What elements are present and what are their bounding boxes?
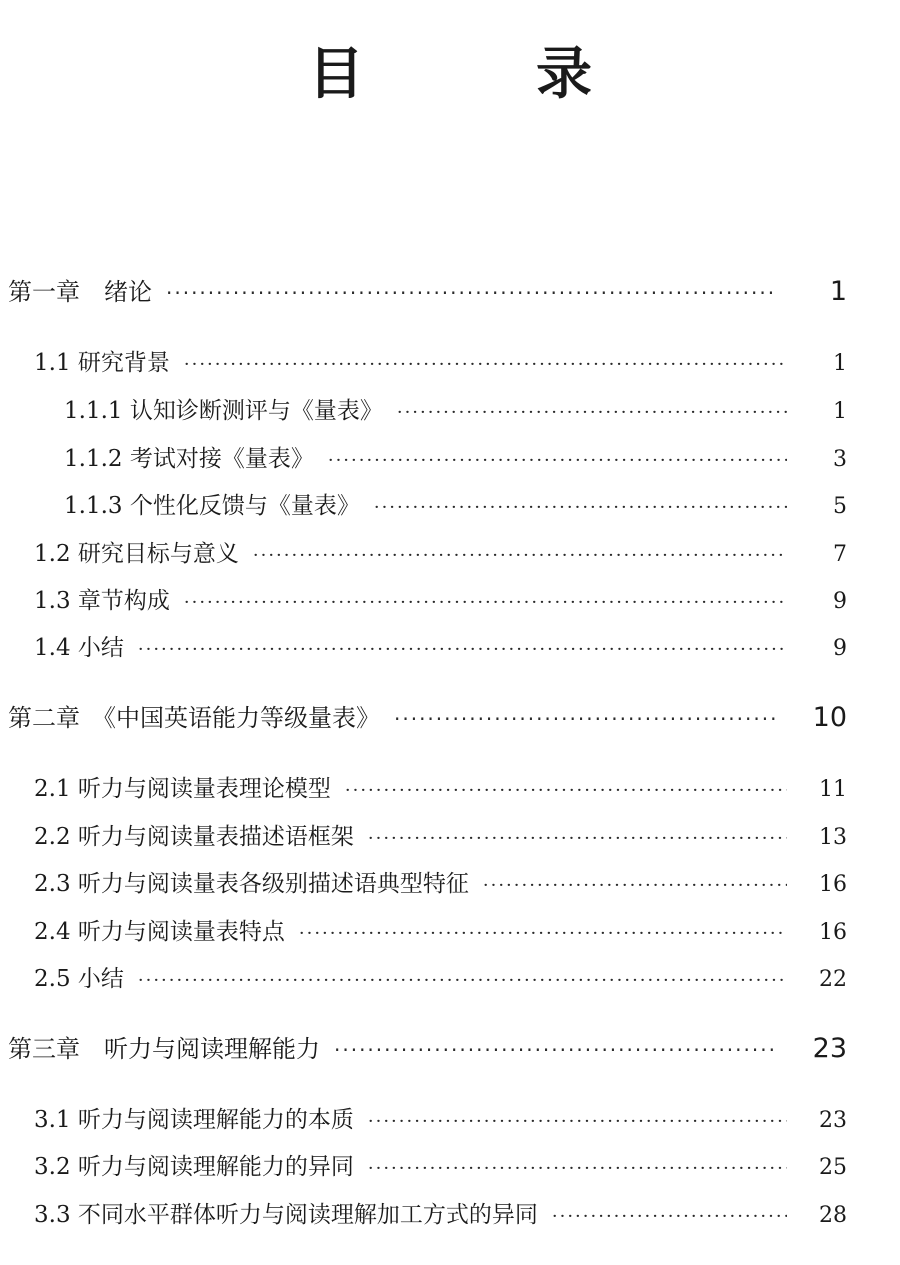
toc-page-number: 9 <box>833 636 847 661</box>
toc-page-number: 9 <box>833 589 847 614</box>
dot-leader <box>328 450 787 471</box>
toc-entry-label: 3.3 不同水平群体听力与阅读理解加工方式的异同 <box>34 1202 538 1228</box>
dot-leader <box>394 707 777 731</box>
toc-entry-label: 2.2 听力与阅读量表描述语框架 <box>34 824 354 850</box>
toc-page-number: 5 <box>833 494 847 519</box>
toc-entry-label: 1.1.1 认知诊断测评与《量表》 <box>64 398 383 424</box>
toc-entry-label: 1.1 研究背景 <box>34 350 170 376</box>
toc-entry-chapter-1[interactable] <box>8 272 847 307</box>
toc-entry-label: 2.3 听力与阅读量表各级别描述语典型特征 <box>34 871 469 897</box>
toc-entry-label: 1.4 小结 <box>34 635 124 661</box>
toc-entry-label: 3.2 听力与阅读理解能力的异同 <box>34 1154 354 1180</box>
toc-entry-label: 第二章 《中国英语能力等级量表》 <box>8 704 380 732</box>
toc-page-number: 3 <box>833 447 847 472</box>
dot-leader <box>368 1158 787 1179</box>
dot-leader <box>138 970 787 991</box>
toc-entry-label: 3.1 听力与阅读理解能力的本质 <box>34 1107 354 1133</box>
toc-page-number: 10 <box>812 702 847 733</box>
dot-leader <box>299 923 787 944</box>
toc-entry-label: 第一章 绪论 <box>8 278 152 306</box>
toc-entry-subsection-1-1-1[interactable] <box>64 392 847 425</box>
toc-entry-label: 第三章 听力与阅读理解能力 <box>8 1035 320 1063</box>
toc-entry-label: 2.4 听力与阅读量表特点 <box>34 919 285 945</box>
toc-page-number: 11 <box>819 777 847 802</box>
toc-entry-section-2-4[interactable] <box>34 913 847 946</box>
toc-page-number: 22 <box>819 967 847 992</box>
toc-page-number: 16 <box>819 872 847 897</box>
dot-leader <box>253 545 787 566</box>
toc-entry-subsection-1-1-2[interactable] <box>64 440 847 473</box>
toc-entry-section-3-2[interactable] <box>34 1148 847 1181</box>
toc-entry-section-2-3[interactable] <box>34 865 847 898</box>
dot-leader <box>368 828 787 849</box>
dot-leader <box>184 592 787 613</box>
toc-entry-section-2-2[interactable] <box>34 818 847 851</box>
toc-page-number: 1 <box>833 399 847 424</box>
page-title: 目 录 <box>308 41 650 107</box>
toc-page-number: 1 <box>833 351 847 376</box>
toc-entry-label: 1.2 研究目标与意义 <box>34 541 239 567</box>
toc-entry-chapter-3[interactable] <box>8 1029 847 1064</box>
dot-leader <box>374 497 787 518</box>
toc-page-number: 25 <box>819 1155 847 1180</box>
toc-entry-section-1-3[interactable] <box>34 582 847 615</box>
dot-leader <box>483 875 787 896</box>
dot-leader <box>334 1038 777 1062</box>
dot-leader <box>552 1206 787 1227</box>
toc-page-number: 1 <box>829 276 847 307</box>
toc-entry-section-2-5[interactable] <box>34 960 847 993</box>
dot-leader <box>397 402 787 423</box>
toc-entry-section-3-1[interactable] <box>34 1101 847 1134</box>
toc-entry-label: 1.1.3 个性化反馈与《量表》 <box>64 493 360 519</box>
dot-leader <box>184 354 787 375</box>
toc-entry-label: 2.1 听力与阅读量表理论模型 <box>34 776 331 802</box>
toc-entry-section-1-1[interactable] <box>34 344 847 377</box>
toc-entry-section-2-1[interactable] <box>34 770 847 803</box>
toc-page-number: 7 <box>833 542 847 567</box>
dot-leader <box>166 281 777 305</box>
toc-entry-section-3-3[interactable] <box>34 1196 847 1229</box>
toc-entry-label: 1.3 章节构成 <box>34 588 170 614</box>
toc-page-number: 28 <box>819 1203 847 1228</box>
toc-entry-label: 1.1.2 考试对接《量表》 <box>64 446 314 472</box>
toc-entry-chapter-2[interactable] <box>8 698 847 733</box>
toc-entry-section-1-2[interactable] <box>34 535 847 568</box>
toc-entry-section-1-4[interactable] <box>34 629 847 662</box>
dot-leader <box>368 1111 787 1132</box>
dot-leader <box>138 639 787 660</box>
dot-leader <box>345 780 787 801</box>
toc-page-number: 23 <box>819 1108 847 1133</box>
toc-entry-subsection-1-1-3[interactable] <box>64 487 847 520</box>
toc-page-number: 16 <box>819 920 847 945</box>
toc-entry-label: 2.5 小结 <box>34 966 124 992</box>
toc-page-number: 23 <box>812 1033 847 1064</box>
toc-page-number: 13 <box>819 825 847 850</box>
